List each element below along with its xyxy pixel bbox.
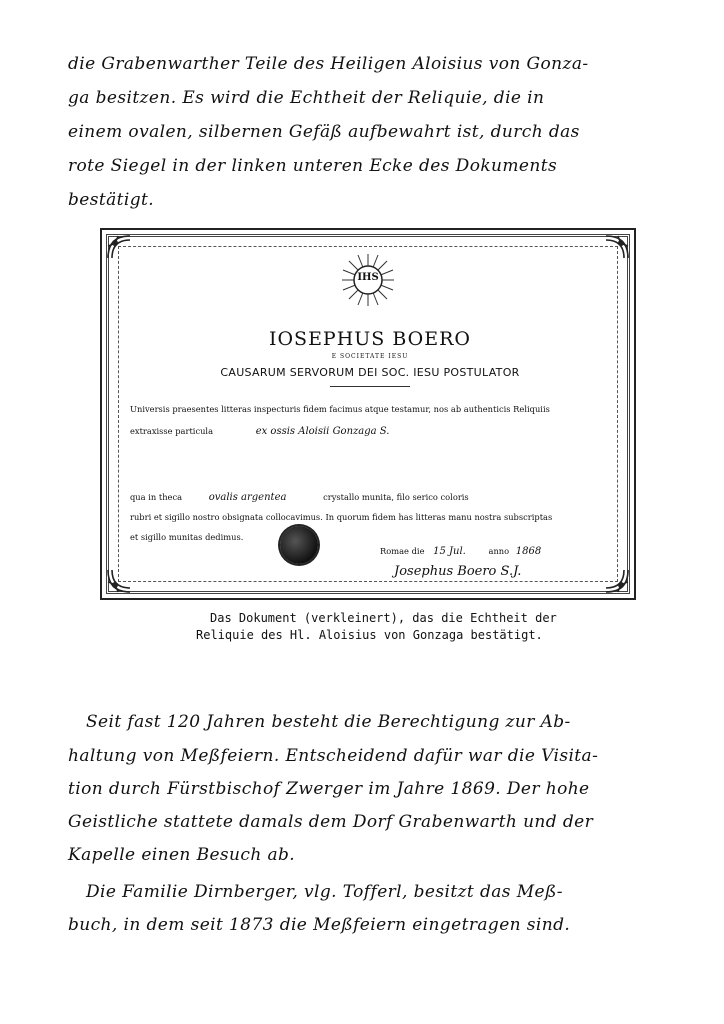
text-line: ga besitzen. Es wird die Echtheit der Reliquie, die in: [68, 88, 545, 108]
certificate-body-line: [130, 426, 389, 437]
print-text: anno: [488, 546, 510, 556]
certificate-image: [100, 228, 636, 600]
certificate-body-line: et sigillo munitas dedimus.: [130, 532, 244, 542]
print-text: Romae die: [380, 546, 425, 556]
print-text: extraxisse particula: [130, 426, 214, 436]
caption-line: Reliquie des Hl. Aloisius von Gonzaga bestätigt.: [196, 628, 543, 642]
handwritten-text: ovalis argentea: [208, 492, 287, 503]
corner-ornament-icon: [604, 234, 630, 260]
certificate-name: IOSEPHUS BOERO: [268, 328, 472, 350]
text-line: einem ovalen, silbernen Gefäß aufbewahrt ist, durch das: [68, 122, 580, 142]
handwritten-text: ex ossis Aloisii Gonzaga S.: [255, 426, 390, 437]
corner-ornament-icon: [604, 568, 630, 594]
ihs-emblem-icon: [340, 252, 396, 308]
corner-ornament-icon: [106, 568, 132, 594]
certificate-body-line: Universis praesentes litteras inspecturis fidem facimus atque testamur, nos ab authenticis Reliquiis: [130, 404, 550, 414]
text-line: rote Siegel in der linken unteren Ecke des Dokuments: [68, 156, 558, 176]
text-line: Die Familie Dirnberger, vlg. Tofferl, besitzt das Meß-: [86, 882, 563, 902]
print-text: crystallo munita, filo serico coloris: [323, 492, 469, 502]
certificate-date-line: [380, 546, 541, 557]
signature: Josephus Boero S.J.: [394, 564, 522, 579]
corner-ornament-icon: [106, 234, 132, 260]
certificate-office: CAUSARUM SERVORUM DEI SOC. IESU POSTULATOR: [220, 366, 520, 379]
text-line: Kapelle einen Besuch ab.: [68, 845, 296, 865]
certificate-body-line: [130, 492, 469, 503]
text-line: buch, in dem seit 1873 die Meßfeiern eingetragen sind.: [68, 915, 571, 935]
certificate-society: E SOCIETATE IESU: [331, 353, 409, 360]
text-line: haltung von Meßfeiern. Entscheidend dafür war die Visita-: [68, 746, 599, 766]
handwritten-text: 15 Jul.: [433, 546, 466, 557]
red-seal-icon: [280, 526, 318, 564]
text-line: Seit fast 120 Jahren besteht die Berechtigung zur Ab-: [86, 712, 571, 732]
text-line: bestätigt.: [68, 190, 155, 210]
emblem-text: IHS: [357, 272, 379, 283]
print-text: qua in theca: [130, 492, 183, 502]
text-line: tion durch Fürstbischof Zwerger im Jahre 1869. Der hohe: [68, 779, 590, 799]
caption-line: Das Dokument (verkleinert), das die Echtheit der: [210, 611, 557, 625]
text-line: die Grabenwarther Teile des Heiligen Aloisius von Gonza-: [68, 54, 589, 74]
divider: [330, 386, 410, 387]
handwritten-text: 1868: [515, 546, 542, 557]
certificate-body-line: rubri et sigillo nostro obsignata collocavimus. In quorum fidem has litteras manu nostra subscriptas: [130, 512, 553, 522]
text-line: Geistliche stattete damals dem Dorf Grabenwarth und der: [68, 812, 594, 832]
